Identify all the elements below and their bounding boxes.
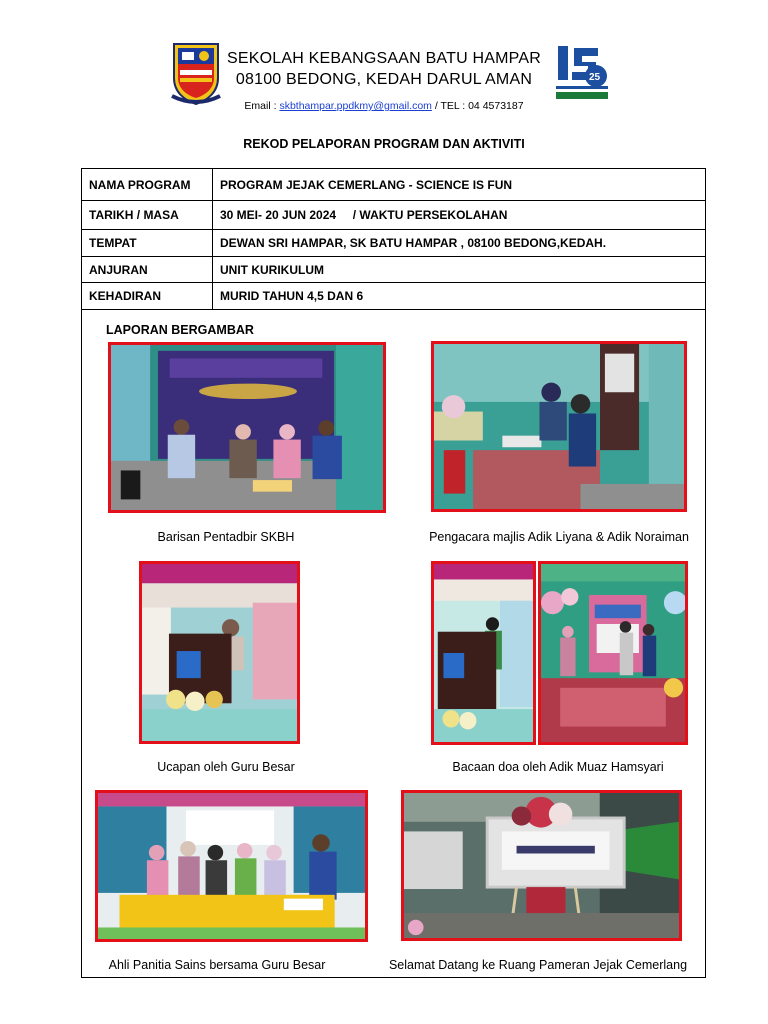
photo-caption: Ucapan oleh Guru Besar [157, 760, 295, 774]
photo-doa-stage [538, 561, 688, 745]
info-value: PROGRAM JEJAK CEMERLANG - SCIENCE IS FUN [213, 169, 706, 201]
table-row [82, 230, 706, 257]
photo-headmaster-speech [139, 561, 300, 744]
photo-exhibition-welcome [401, 790, 682, 941]
info-label: KEHADIRAN [82, 283, 213, 310]
school-address: 08100 BEDONG, KEDAH DARUL AMAN [235, 71, 533, 88]
district-logo [552, 42, 612, 104]
photo-caption: Bacaan doa oleh Adik Muaz Hamsyari [452, 760, 664, 774]
gallery-title: LAPORAN BERGAMBAR [106, 323, 254, 337]
school-name: SEKOLAH KEBANGSAAN BATU HAMPAR [227, 50, 541, 67]
photo-caption: Ahli Panitia Sains bersama Guru Besar [108, 958, 326, 972]
info-label: TEMPAT [82, 230, 213, 257]
contact-line [226, 100, 542, 112]
school-crest-logo [168, 40, 224, 106]
info-label: ANJURAN [82, 257, 213, 283]
program-info-table [81, 168, 706, 310]
photo-administrators [108, 342, 386, 513]
table-row [82, 283, 706, 310]
photo-caption: Barisan Pentadbir SKBH [157, 530, 295, 544]
report-title: REKOD PELAPORAN PROGRAM DAN AKTIVITI [243, 137, 525, 151]
photo-science-panel [95, 790, 368, 942]
school-crest-icon [168, 40, 224, 106]
info-label: TARIKH / MASA [82, 201, 213, 230]
school-name-block [226, 48, 542, 90]
photo-caption: Pengacara majlis Adik Liyana & Adik Noraiman [429, 530, 689, 544]
info-value: DEWAN SRI HAMPAR, SK BATU HAMPAR , 08100 BEDONG,KEDAH. [213, 230, 706, 257]
photo-caption: Selamat Datang ke Ruang Pameran Jejak Cemerlang [388, 958, 688, 972]
email-link[interactable]: skbthampar.ppdkmy@gmail.com [279, 100, 432, 112]
table-row [82, 257, 706, 283]
photo-doa-podium [431, 561, 536, 745]
svg-text:25: 25 [589, 72, 601, 83]
info-label: NAMA PROGRAM [82, 169, 213, 201]
info-value: MURID TAHUN 4,5 DAN 6 [213, 283, 706, 310]
info-value: 30 MEI- 20 JUN 2024 / WAKTU PERSEKOLAHAN [213, 201, 706, 230]
table-row [82, 201, 706, 230]
ppd-kuala-muda-yan-25-logo-icon [552, 42, 612, 104]
photo-emcees [431, 341, 687, 512]
email-label: Email : [244, 100, 277, 112]
table-row [82, 169, 706, 201]
telephone: / TEL : 04 4573187 [434, 100, 524, 112]
info-value: UNIT KURIKULUM [213, 257, 706, 283]
